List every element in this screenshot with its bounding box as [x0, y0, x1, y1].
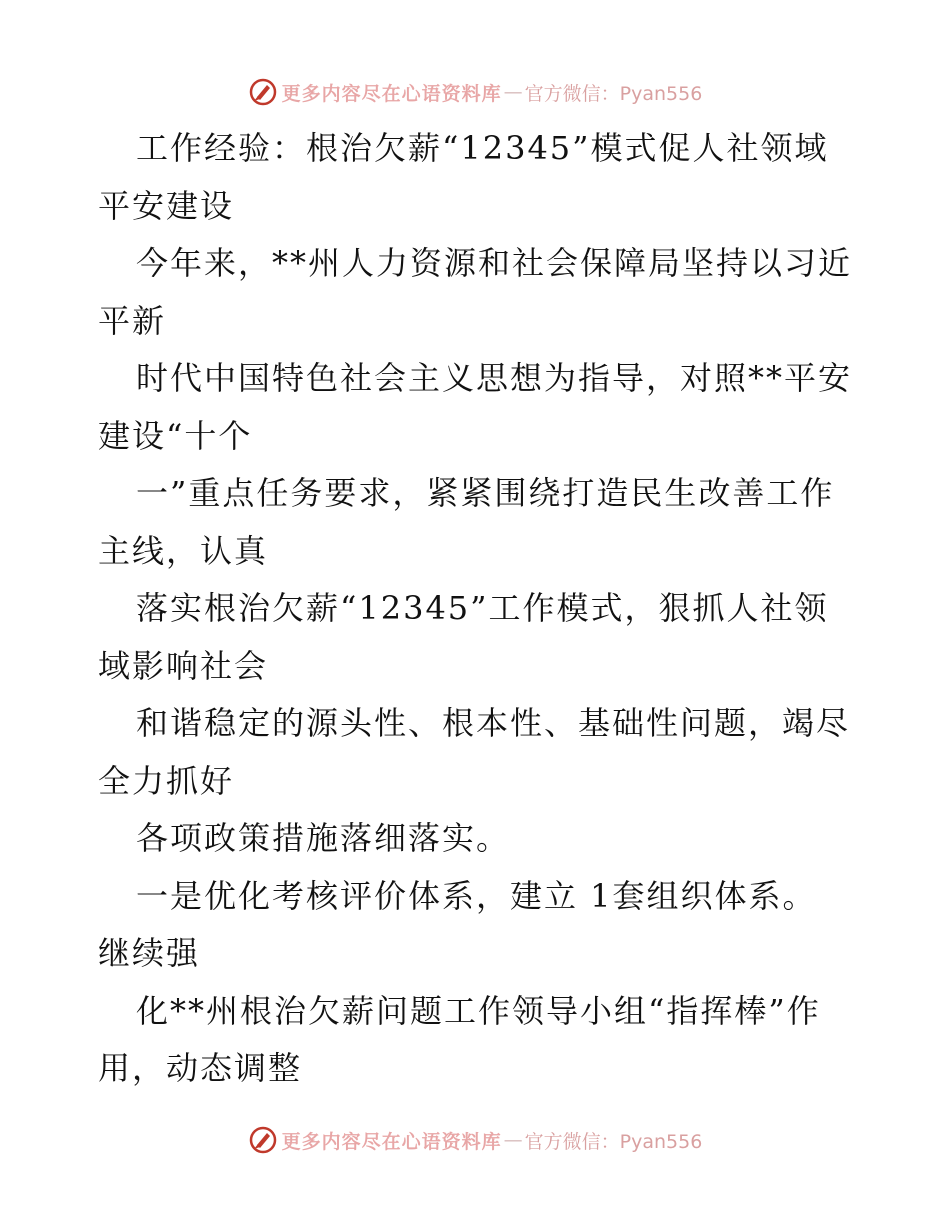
footer-banner-contact: 官方微信：Pyan556	[524, 1130, 703, 1153]
doc-line: 继续强	[98, 934, 201, 972]
doc-title-line-2: 平安建设	[98, 186, 235, 225]
logo-icon	[248, 1125, 278, 1155]
doc-line: 和谐稳定的源头性、根本性、基础性问题，竭尽	[136, 704, 851, 742]
doc-line: 各项政策措施落细落实。	[136, 819, 511, 857]
header-banner-text: 更多内容尽在心语资料库	[281, 82, 502, 105]
footer-banner-text: 更多内容尽在心语资料库	[281, 1130, 502, 1153]
doc-line: 主线，认真	[98, 531, 269, 570]
document-body	[98, 120, 858, 1098]
header-banner	[0, 72, 950, 112]
doc-line: 全力抓好	[98, 761, 235, 800]
doc-line: 一是优化考核评价体系，建立 1套组织体系。	[136, 876, 817, 915]
doc-title-line-1: 工作经验：根治欠薪“12345”模式促人社领域	[136, 129, 829, 167]
doc-line: 平新	[98, 301, 167, 340]
doc-line: 域影响社会	[98, 646, 269, 685]
footer-banner	[0, 1120, 950, 1160]
doc-line: 今年来，**州人力资源和社会保障局坚持以习近	[136, 244, 853, 282]
doc-line: 用，动态调整	[98, 1049, 303, 1087]
logo-icon	[248, 77, 278, 107]
footer-banner-separator: —	[503, 1129, 523, 1151]
doc-line: 建设“十个	[98, 416, 253, 455]
header-banner-separator: —	[503, 81, 523, 103]
doc-line: 时代中国特色社会主义思想为指导，对照**平安	[136, 359, 853, 397]
doc-line: 化**州根治欠薪问题工作领导小组“指挥棒”作	[136, 991, 821, 1030]
doc-line: 一”重点任务要求，紧紧围绕打造民生改善工作	[136, 474, 835, 512]
doc-line: 落实根治欠薪“12345”工作模式，狠抓人社领	[136, 589, 829, 627]
header-banner-contact: 官方微信：Pyan556	[524, 82, 703, 105]
